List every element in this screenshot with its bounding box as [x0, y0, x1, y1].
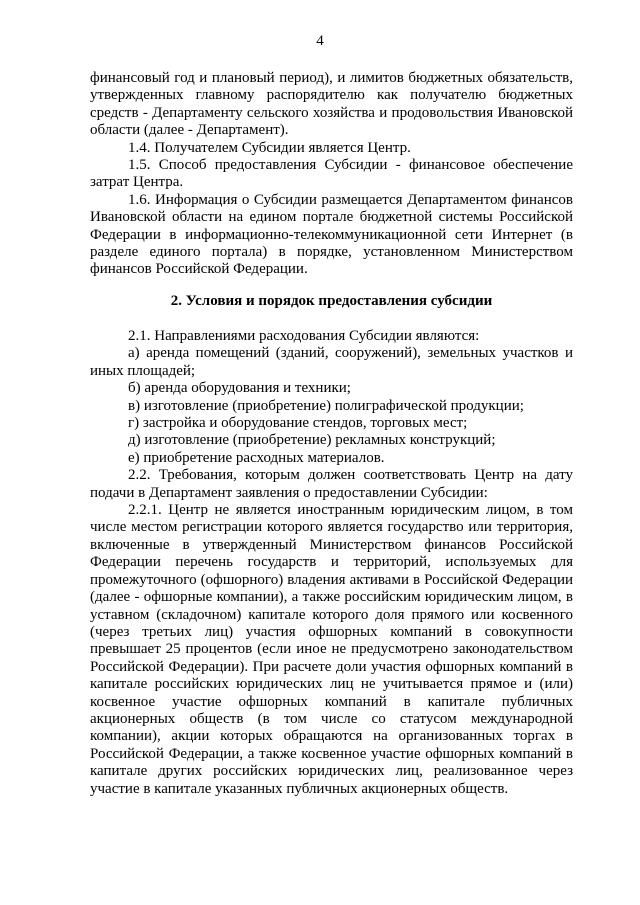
- paragraph-2-2-1: 2.2.1. Центр не является иностранным юридическим лицом, в том числе местом регистрации которого является государство или территория, включенные в утвержденный Министерством финансов Российской Федерации перечень государств и территорий, используемых для промежуточного (офшорного) владения активами в Российской Федерации (далее - офшорные компании), а также российским юридическим лицом, в уставном (складочном) капитале которого доля прямого или косвенного (через третьих лиц) участия офшорных компаний в совокупности превышает 25 процентов (если иное не предусмотрено законодательством Российской Федерации). При расчете доли участия офшорных компаний в капитале российских юридических лиц не учитывается прямое и (или) косвенное участие офшорных компаний в капитале публичных акционерных обществ (в том числе со статусом международной компании), акции которых обращаются на организованных торгах в Российской Федерации, а также косвенное участие офшорных компаний в капитале других российских юридических лиц, реализованное через участие в капитале указанных публичных акционерных обществ.: [90, 502, 573, 797]
- list-item-a: а) аренда помещений (зданий, сооружений), земельных участков и иных площадей;: [90, 345, 573, 379]
- paragraph-1-4: 1.4. Получателем Субсидии является Центр.: [128, 139, 411, 156]
- list-item-v: в) изготовление (приобретение) полиграфической продукции;: [128, 397, 524, 414]
- list-item-d: д) изготовление (приобретение) рекламных конструкций;: [128, 432, 496, 449]
- list-item-g: г) застройка и оборудование стендов, торговых мест;: [128, 415, 468, 432]
- section-text-block: [90, 328, 573, 798]
- paragraph-continuation: финансовый год и плановый период), и лимитов бюджетных обязательств, утвержденных главному распорядителю как получателю бюджетных средств - Департаменту сельского хозяйства и продовольствия Ивановской области (далее - Департамент).: [90, 70, 573, 139]
- list-item-e: е) приобретение расходных материалов.: [128, 449, 385, 466]
- paragraph-1-5: 1.5. Способ предоставления Субсидии - финансовое обеспечение затрат Центра.: [90, 157, 573, 191]
- section-heading: 2. Условия и порядок предоставления субсидии: [170, 293, 493, 309]
- paragraph-2-2: 2.2. Требования, которым должен соответствовать Центр на дату подачи в Департамент заявления о предоставлении Субсидии:: [90, 467, 573, 501]
- paragraph-2-1: 2.1. Направлениями расходования Субсидии являются:: [128, 328, 480, 344]
- list-item-b: б) аренда оборудования и техники;: [128, 380, 351, 397]
- intro-text-block: [90, 70, 573, 279]
- page-number: 4: [316, 33, 324, 49]
- paragraph-1-6: 1.6. Информация о Субсидии размещается Департаментом финансов Ивановской области на едином портале бюджетной системы Российской Федерации в информационно-телекоммуникационной сети Интернет (в разделе единого портала) в порядке, установленном Министерством финансов Российской Федерации.: [90, 191, 573, 278]
